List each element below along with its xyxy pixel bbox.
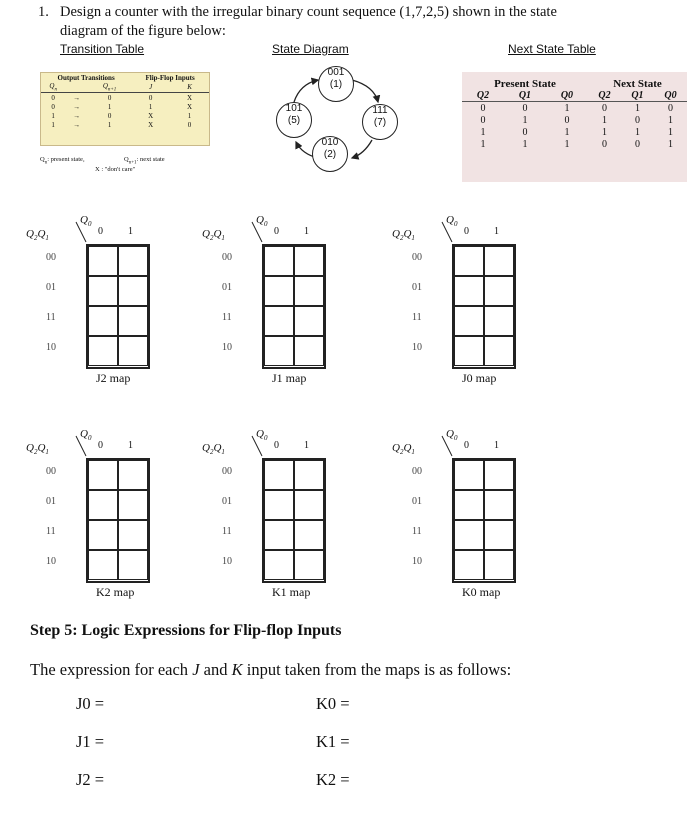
kmap-cell[interactable]	[88, 550, 118, 580]
kmap-row-label: 01	[222, 282, 232, 293]
ns-cell: 1	[480, 138, 486, 150]
kmap-cell[interactable]	[454, 520, 484, 550]
state-bits: 111	[372, 105, 388, 116]
kmap-row-label: 10	[46, 342, 56, 353]
ns-cell: 0	[634, 114, 640, 126]
j0-expression[interactable]: J0 =	[76, 694, 105, 713]
tt-note-1: $Q_n$: present state,	[40, 156, 85, 166]
kmap-cell[interactable]	[118, 490, 148, 520]
transition-table-link[interactable]: Transition Table	[60, 42, 145, 56]
kmap-cell[interactable]	[264, 520, 294, 550]
ns-cell: 1	[667, 126, 673, 138]
kmap-col-0: 0	[274, 440, 279, 451]
kmap-cell[interactable]	[264, 276, 294, 306]
ns-cell: 1	[522, 138, 528, 150]
kmap-row-label: 10	[222, 556, 232, 567]
kmap-cell[interactable]	[264, 490, 294, 520]
kmap-row-label: 10	[46, 556, 56, 567]
kmap-cell[interactable]	[118, 550, 148, 580]
kmap-col-var: $Q_0$	[256, 428, 268, 443]
tt-note-3: X : "don't care"	[95, 166, 136, 173]
state-dec: (7)	[373, 117, 387, 128]
kmap-col-var: $Q_0$	[446, 214, 458, 229]
kmap-row-label: 10	[412, 342, 422, 353]
kmap-cell[interactable]	[454, 490, 484, 520]
kmap-col-var: $Q_0$	[256, 214, 268, 229]
kmap-cell[interactable]	[484, 550, 514, 580]
kmap-grid	[262, 244, 326, 369]
kmap-row-label: 00	[46, 466, 56, 477]
kmap-cell[interactable]	[118, 276, 148, 306]
tt-header-right: Flip-Flop Inputs	[145, 73, 195, 82]
kmap-cell[interactable]	[118, 306, 148, 336]
tt-cell: X	[148, 111, 154, 120]
kmap-cell[interactable]	[88, 520, 118, 550]
tt-cell: X	[148, 120, 154, 129]
ns-cell: 1	[667, 114, 673, 126]
ns-cell: 0	[667, 102, 673, 114]
kmap-cell[interactable]	[454, 276, 484, 306]
kmap-col-0: 0	[98, 440, 103, 451]
kmap-cell[interactable]	[88, 306, 118, 336]
kmap-col-0: 0	[464, 226, 469, 237]
kmap-cell[interactable]	[484, 490, 514, 520]
kmap-cell[interactable]	[88, 460, 118, 490]
arrow-1-to-7	[352, 80, 378, 102]
kmap-cell[interactable]	[88, 490, 118, 520]
ns-cell: 0	[522, 126, 528, 138]
kmap-row-label: 10	[222, 342, 232, 353]
tt-cell: 1	[148, 102, 153, 111]
kmap-cell[interactable]	[454, 336, 484, 366]
tt-cell: 1	[107, 120, 112, 129]
k2-map-label: K2 map	[96, 585, 135, 599]
kmap-row-label: 11	[46, 526, 56, 537]
k0-map-label: K0 map	[462, 585, 501, 599]
state-bits: 001	[327, 67, 345, 78]
kmap-grid	[452, 458, 516, 583]
ns-cell: 0	[634, 138, 640, 150]
kmap-cell[interactable]	[294, 460, 324, 490]
state-dec: (1)	[329, 79, 343, 90]
tt-cell: 0	[148, 93, 153, 102]
ns-cell: 0	[601, 102, 607, 114]
kmap-grid	[86, 458, 150, 583]
kmap-row-label: 10	[412, 556, 422, 567]
ns-cell: 1	[564, 138, 570, 150]
tt-header-left: Output Transitions	[57, 73, 115, 82]
state-diagram-link[interactable]: State Diagram	[272, 42, 349, 56]
tt-note-2: $Q_{n+1}$: next state	[124, 156, 165, 166]
kmap-cell[interactable]	[118, 246, 148, 276]
kmap-row-label: 00	[46, 252, 56, 263]
step-title: Step 5: Logic Expressions for Flip-flop Inputs	[30, 622, 342, 639]
kmap-cell[interactable]	[88, 276, 118, 306]
ns-cell: 0	[522, 102, 528, 114]
kmap-row-var: $Q_2Q_1$	[26, 442, 49, 457]
kmap-cell[interactable]	[294, 306, 324, 336]
tt-cell: 1	[51, 120, 55, 129]
tt-arrow: →	[73, 111, 81, 120]
transition-table: Output Transitions Flip-Flop Inputs $Q_n$ $Q_{n+1}$ J K 0 → 0 0 X 0 → 1 1 X 1 → 0 X 1 1 → 1 X 0	[40, 72, 210, 146]
kmap-row-label: 00	[412, 466, 422, 477]
arrow-7-to-2	[352, 140, 372, 158]
kmap-col-1: 1	[494, 440, 499, 451]
kmap-col-0: 0	[464, 440, 469, 451]
tt-sub-j: J	[149, 83, 153, 92]
tt-cell: 0	[107, 111, 112, 120]
k1-map-label: K1 map	[272, 585, 311, 599]
tt-cell: 1	[107, 102, 112, 111]
kmap-col-var: $Q_0$	[446, 428, 458, 443]
state-bits: 101	[285, 103, 303, 114]
kmap-row-label: 01	[222, 496, 232, 507]
kmap-row-label: 11	[46, 312, 56, 323]
kmap-row-var: $Q_2Q_1$	[392, 442, 415, 457]
kmap-row-var: $Q_2Q_1$	[202, 442, 225, 457]
kmap-cell[interactable]	[294, 246, 324, 276]
kmap-col-0: 0	[274, 226, 279, 237]
kmap-col-1: 1	[304, 440, 309, 451]
ns-col: Q1	[631, 90, 644, 101]
ns-col: Q2	[476, 90, 490, 101]
kmap-row-label: 11	[222, 312, 232, 323]
state-dec: (5)	[287, 115, 301, 126]
kmap-grid	[86, 244, 150, 369]
tt-arrow: →	[73, 93, 81, 102]
kmap-col-1: 1	[128, 226, 133, 237]
tt-arrow: →	[73, 102, 81, 111]
kmap-col-1: 1	[494, 226, 499, 237]
kmap-row-label: 11	[412, 312, 422, 323]
tt-cell: 0	[187, 120, 192, 129]
ns-cell: 1	[564, 126, 570, 138]
tt-sub-qn: Q	[102, 82, 108, 90]
kmap-row-var: $Q_2Q_1$	[26, 228, 49, 243]
kmap-cell[interactable]	[454, 550, 484, 580]
state-dec: (2)	[323, 149, 337, 160]
kmap-grid	[452, 244, 516, 369]
kmap-cell[interactable]	[264, 306, 294, 336]
ns-cell: 0	[564, 114, 570, 126]
kmap-cell[interactable]	[264, 336, 294, 366]
kmap-cell[interactable]	[454, 460, 484, 490]
tt-cell: X	[187, 93, 193, 102]
kmap-row-label: 01	[46, 496, 56, 507]
ns-cell: 1	[601, 114, 607, 126]
kmap-col-var: $Q_0$	[80, 214, 92, 229]
ns-cell: 1	[601, 126, 607, 138]
kmap-cell[interactable]	[294, 520, 324, 550]
tt-cell: 1	[187, 111, 192, 120]
tt-cell: X	[187, 102, 193, 111]
state-bits: 010	[321, 137, 339, 148]
ns-next-header: Next State	[613, 78, 662, 90]
j2-map-label: J2 map	[96, 371, 131, 385]
kmap-cell[interactable]	[484, 276, 514, 306]
kmap-row-label: 00	[222, 252, 232, 263]
kmap-cell[interactable]	[118, 520, 148, 550]
state-node-1	[318, 66, 354, 102]
ns-cell: 0	[480, 114, 486, 126]
next-state-table-link[interactable]: Next State Table	[508, 42, 596, 56]
kmap-cell[interactable]	[484, 306, 514, 336]
j2-expression[interactable]: J2 =	[76, 770, 105, 789]
kmap-cell[interactable]	[294, 550, 324, 580]
ns-cell: 1	[634, 102, 640, 114]
kmap-row-label: 01	[412, 496, 422, 507]
kmap-row-label: 01	[412, 282, 422, 293]
kmap-row-label: 01	[46, 282, 56, 293]
kmap-cell[interactable]	[264, 550, 294, 580]
kmap-col-1: 1	[128, 440, 133, 451]
question-line-2: diagram of the figure below:	[60, 23, 226, 39]
arrow-5-to-1	[294, 80, 318, 102]
ns-cell: 0	[480, 102, 486, 114]
ns-col: Q1	[518, 90, 532, 101]
kmap-cell[interactable]	[264, 246, 294, 276]
kmap-row-label: 00	[222, 466, 232, 477]
next-state-table	[462, 72, 687, 182]
kmap-cell[interactable]	[264, 460, 294, 490]
tt-sub-k: K	[187, 83, 192, 92]
tt-sub-q: Q	[49, 82, 55, 90]
kmap-cell[interactable]	[294, 276, 324, 306]
kmap-grid	[262, 458, 326, 583]
ns-present-header: Present State	[494, 78, 556, 90]
tt-arrow: →	[73, 120, 81, 129]
kmap-cell[interactable]	[484, 460, 514, 490]
ns-cell: 0	[601, 138, 607, 150]
kmap-cell[interactable]	[454, 246, 484, 276]
kmap-cell[interactable]	[454, 306, 484, 336]
kmap-row-label: 00	[412, 252, 422, 263]
k1-expression[interactable]: K1 =	[316, 732, 350, 751]
kmap-cell[interactable]	[118, 460, 148, 490]
j1-expression[interactable]: J1 =	[76, 732, 105, 751]
tt-cell: 1	[51, 111, 55, 120]
ns-col: Q0	[664, 90, 677, 101]
j0-map-label: J0 map	[462, 371, 497, 385]
kmap-cell[interactable]	[484, 336, 514, 366]
ns-cell: 1	[522, 114, 528, 126]
ns-cell: 1	[480, 126, 486, 138]
step-explanation: The expression for each J and K input taken from the maps is as follows:	[30, 660, 512, 679]
kmap-col-1: 1	[304, 226, 309, 237]
k2-expression[interactable]: K2 =	[316, 770, 350, 789]
kmap-cell[interactable]	[294, 490, 324, 520]
kmap-cell[interactable]	[484, 520, 514, 550]
kmap-cell[interactable]	[88, 246, 118, 276]
ns-cell: 1	[667, 138, 673, 150]
ns-col: Q0	[560, 90, 574, 101]
kmap-row-label: 11	[412, 526, 422, 537]
ns-cell: 1	[634, 126, 640, 138]
question-line-1: Design a counter with the irregular binary count sequence (1,7,2,5) shown in the state	[60, 4, 557, 20]
kmap-row-var: $Q_2Q_1$	[392, 228, 415, 243]
j1-map-label: J1 map	[272, 371, 307, 385]
state-node-2	[312, 136, 348, 172]
tt-cell: 0	[107, 93, 112, 102]
kmap-row-var: $Q_2Q_1$	[202, 228, 225, 243]
kmap-cell[interactable]	[88, 336, 118, 366]
tt-cell: 0	[51, 102, 55, 111]
k0-expression[interactable]: K0 =	[316, 694, 350, 713]
state-node-5	[276, 102, 312, 138]
question-number: 1.	[38, 4, 49, 20]
tt-cell: 0	[51, 93, 55, 102]
ns-cell: 1	[564, 102, 570, 114]
kmap-row-label: 11	[222, 526, 232, 537]
kmap-cell[interactable]	[484, 246, 514, 276]
kmap-cell[interactable]	[118, 336, 148, 366]
ns-col: Q2	[598, 90, 611, 101]
kmap-col-var: $Q_0$	[80, 428, 92, 443]
state-node-7	[362, 104, 398, 140]
kmap-col-0: 0	[98, 226, 103, 237]
kmap-cell[interactable]	[294, 336, 324, 366]
